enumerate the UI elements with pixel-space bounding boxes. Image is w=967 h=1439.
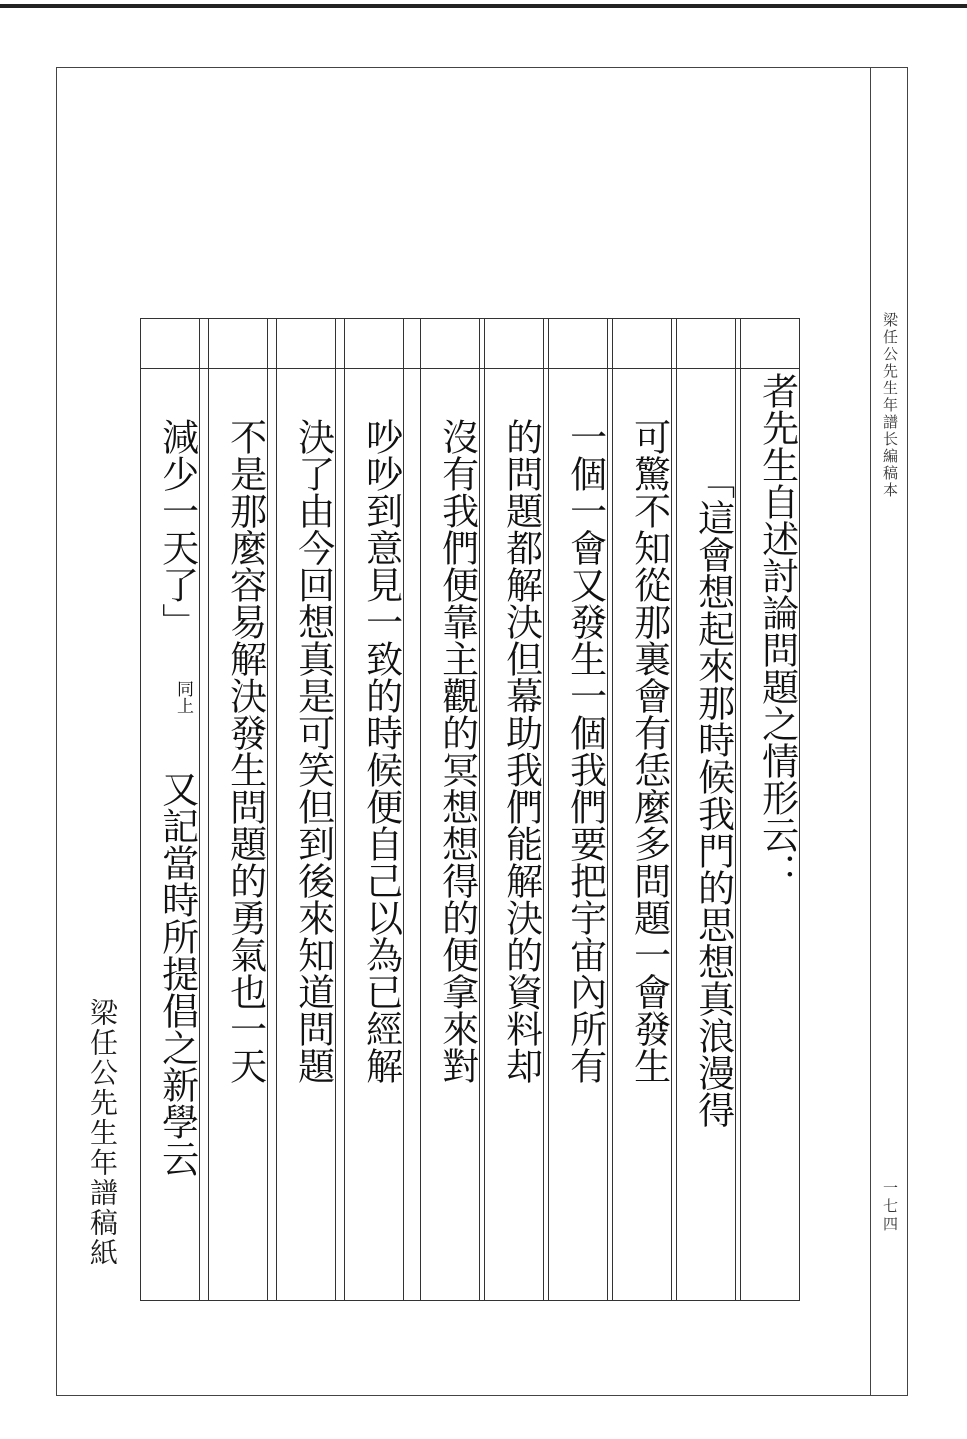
text-column-8: 決了由今回想真是可笑但到後來知道問題 — [291, 418, 335, 1084]
text-column-2: 「這會想起來那時候我門的思想真浪漫得 — [691, 462, 735, 1128]
page-number: 一七四 — [881, 1180, 899, 1234]
text-column-10a: 減少一天了」 — [155, 418, 199, 640]
text-column-3: 可驚不知從那裏會有恁麼多問題一會發生 — [627, 418, 671, 1084]
text-column-10c: 又記當時所提倡之新學云 — [155, 770, 199, 1177]
text-column-5: 的問題都解決但幕助我們能解決的資料却 — [499, 418, 543, 1084]
text-column-1: 者先生自述討論問題之情形云： — [755, 372, 799, 890]
text-column-6: 沒有我們便靠主觀的冥想想得的便拿來對 — [435, 418, 479, 1084]
text-column-4: 一個一會又發生一個我們要把宇宙內所有 — [563, 418, 607, 1084]
paper-label: 梁任公先生年譜稿紙 — [86, 998, 119, 1268]
citation-note: 同上 — [173, 680, 193, 714]
top-rule — [0, 4, 967, 8]
text-column-7: 吵吵到意見一致的時候便自己以為已經解 — [359, 418, 403, 1084]
margin-divider — [870, 67, 871, 1396]
running-title: 梁任公先生年譜长編稿本 — [881, 312, 899, 499]
text-column-9: 不是那麼容易解決發生問題的勇氣也一天 — [223, 418, 267, 1084]
grid-bottom-rule — [140, 1300, 800, 1301]
